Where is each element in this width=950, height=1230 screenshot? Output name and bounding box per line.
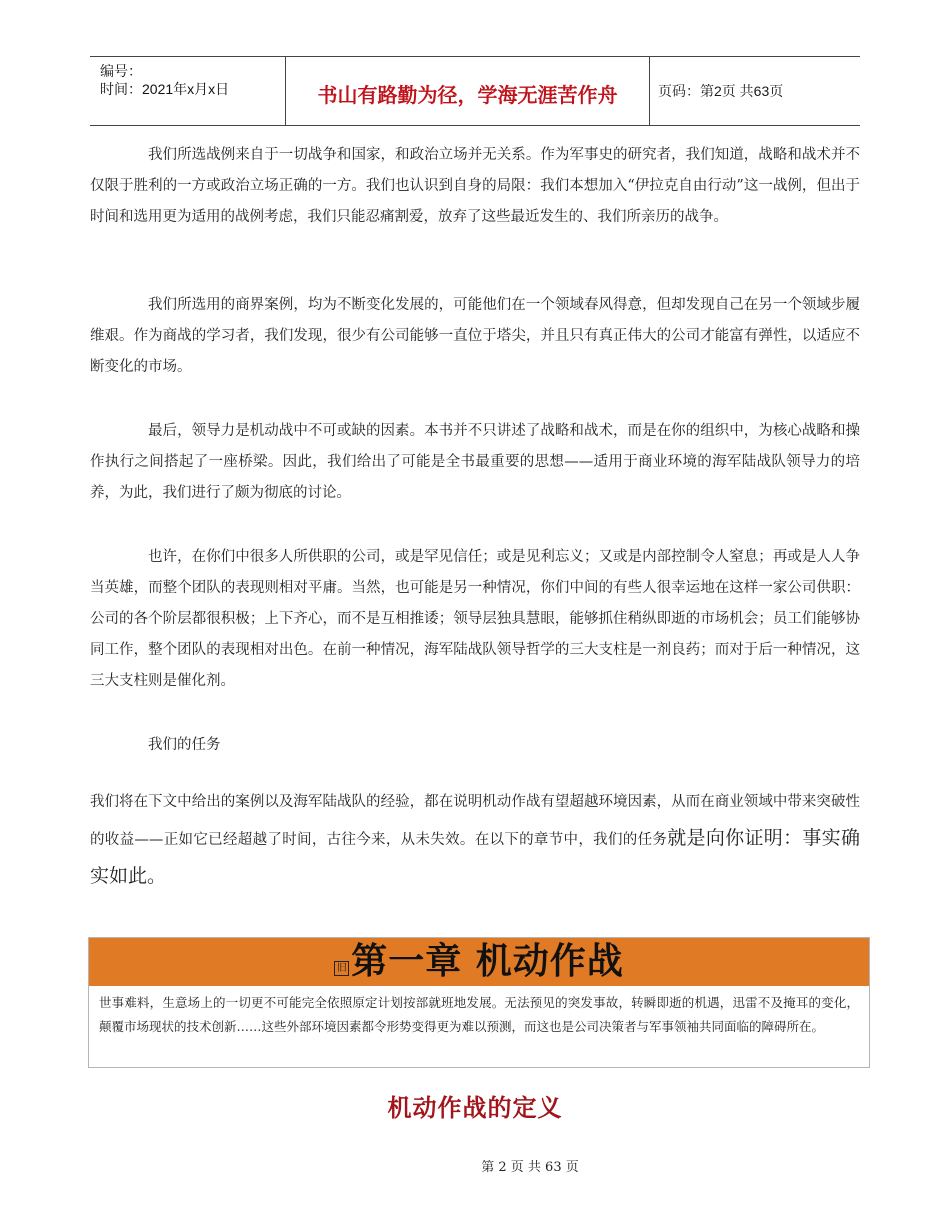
chapter-title-band — [89, 938, 869, 986]
header-page-cell — [648, 57, 860, 125]
header-page-info: 页码：第2页 共63页 — [658, 83, 784, 99]
page-footer: 第 2 页 共 63 页 — [481, 1160, 579, 1175]
page-header — [90, 56, 860, 126]
chapter-box — [88, 937, 870, 1068]
header-motto-cell — [285, 57, 650, 125]
paragraph-mission: 我们将在下文中给出的案例以及海军陆战队的经验，都在说明机动作战有望超越环境因素，从而在商业领域中带来突破性的收益——正如它已经超越了时间，古往今来，从未失效。在以下的章节中，我们的任务就是向你证明：事实确实如此。 — [90, 794, 860, 887]
document-time-label: 时间：2021年x月x日 — [100, 81, 230, 97]
document-number-label: 编号： — [100, 63, 142, 79]
paragraph-leadership: 最后，领导力是机动战中不可或缺的因素。本书并不只讲述了战略和战术，而是在你的组织中，为核心战略和操作执行之间搭起了一座桥梁。因此，我们给出了可能是全书最重要的思想——适用于商业环境的海军陆战队领导力的培养，为此，我们进行了颇为彻底的讨论。 — [90, 423, 860, 501]
section-title: 机动作战的定义 — [387, 1093, 563, 1122]
header-motto: 书山有路勤为径，学海无涯苦作舟 — [317, 85, 618, 107]
paragraph-war-cases: 我们所选战例来自于一切战争和国家，和政治立场并无关系。作为军事史的研究者，我们知道，战略和战术并不仅限于胜利的一方或政治立场正确的一方。我们也认识到自身的局限：我们本想加入“伊拉克自由行动”这一战例，但出于时间和选用更为适用的战例考虑，我们只能忍痛割爱，放弃了这些最近发生的、我们所亲历的战争。 — [90, 147, 860, 225]
chapter-summary: 世事难料，生意场上的一切更不可能完全依照原定计划按部就班地发展。无法预见的突发事故，转瞬即逝的机遇，迅雷不及掩耳的变化，颠覆市场现状的技术创新……这些外部环境因素都令形势变得更为难以预测，而这也是公司决策者与军事领袖共同面临的障碍所在。 — [99, 995, 859, 1034]
paragraph-company-culture: 也许，在你们中很多人所供职的公司，或是罕见信任；或是见利忘义；又或是内部控制令人窒息；再或是人人争当英雄，而整个团队的表现则相对平庸。当然，也可能是另一种情况，你们中间的有些人很幸运地在这样一家公司供职：公司的各个阶层都很积极；上下齐心，而不是互相推诿；领导层独具慧眼，能够抓住稍纵即逝的市场机会；员工们能够协同工作，整个团队的表现相对出色。在前一种情况，海军陆战队领导哲学的三大支柱是一剂良药；而对于后一种情况，这三大支柱则是催化剂。 — [90, 549, 860, 689]
paragraph-business-cases: 我们所选用的商界案例，均为不断变化发展的，可能他们在一个领域春风得意，但却发现自己在另一个领域步履维艰。作为商战的学习者，我们发现，很少有公司能够一直位于塔尖，并且只有真正伟大的公司才能富有弹性，以适应不断变化的市场。 — [90, 297, 860, 375]
bookmark-anchor-icon: 旧 — [334, 961, 349, 976]
chapter-title: 第一章 机动作战 — [351, 941, 624, 982]
mission-heading: 我们的任务 — [148, 737, 221, 753]
header-meta-cell — [90, 57, 285, 125]
